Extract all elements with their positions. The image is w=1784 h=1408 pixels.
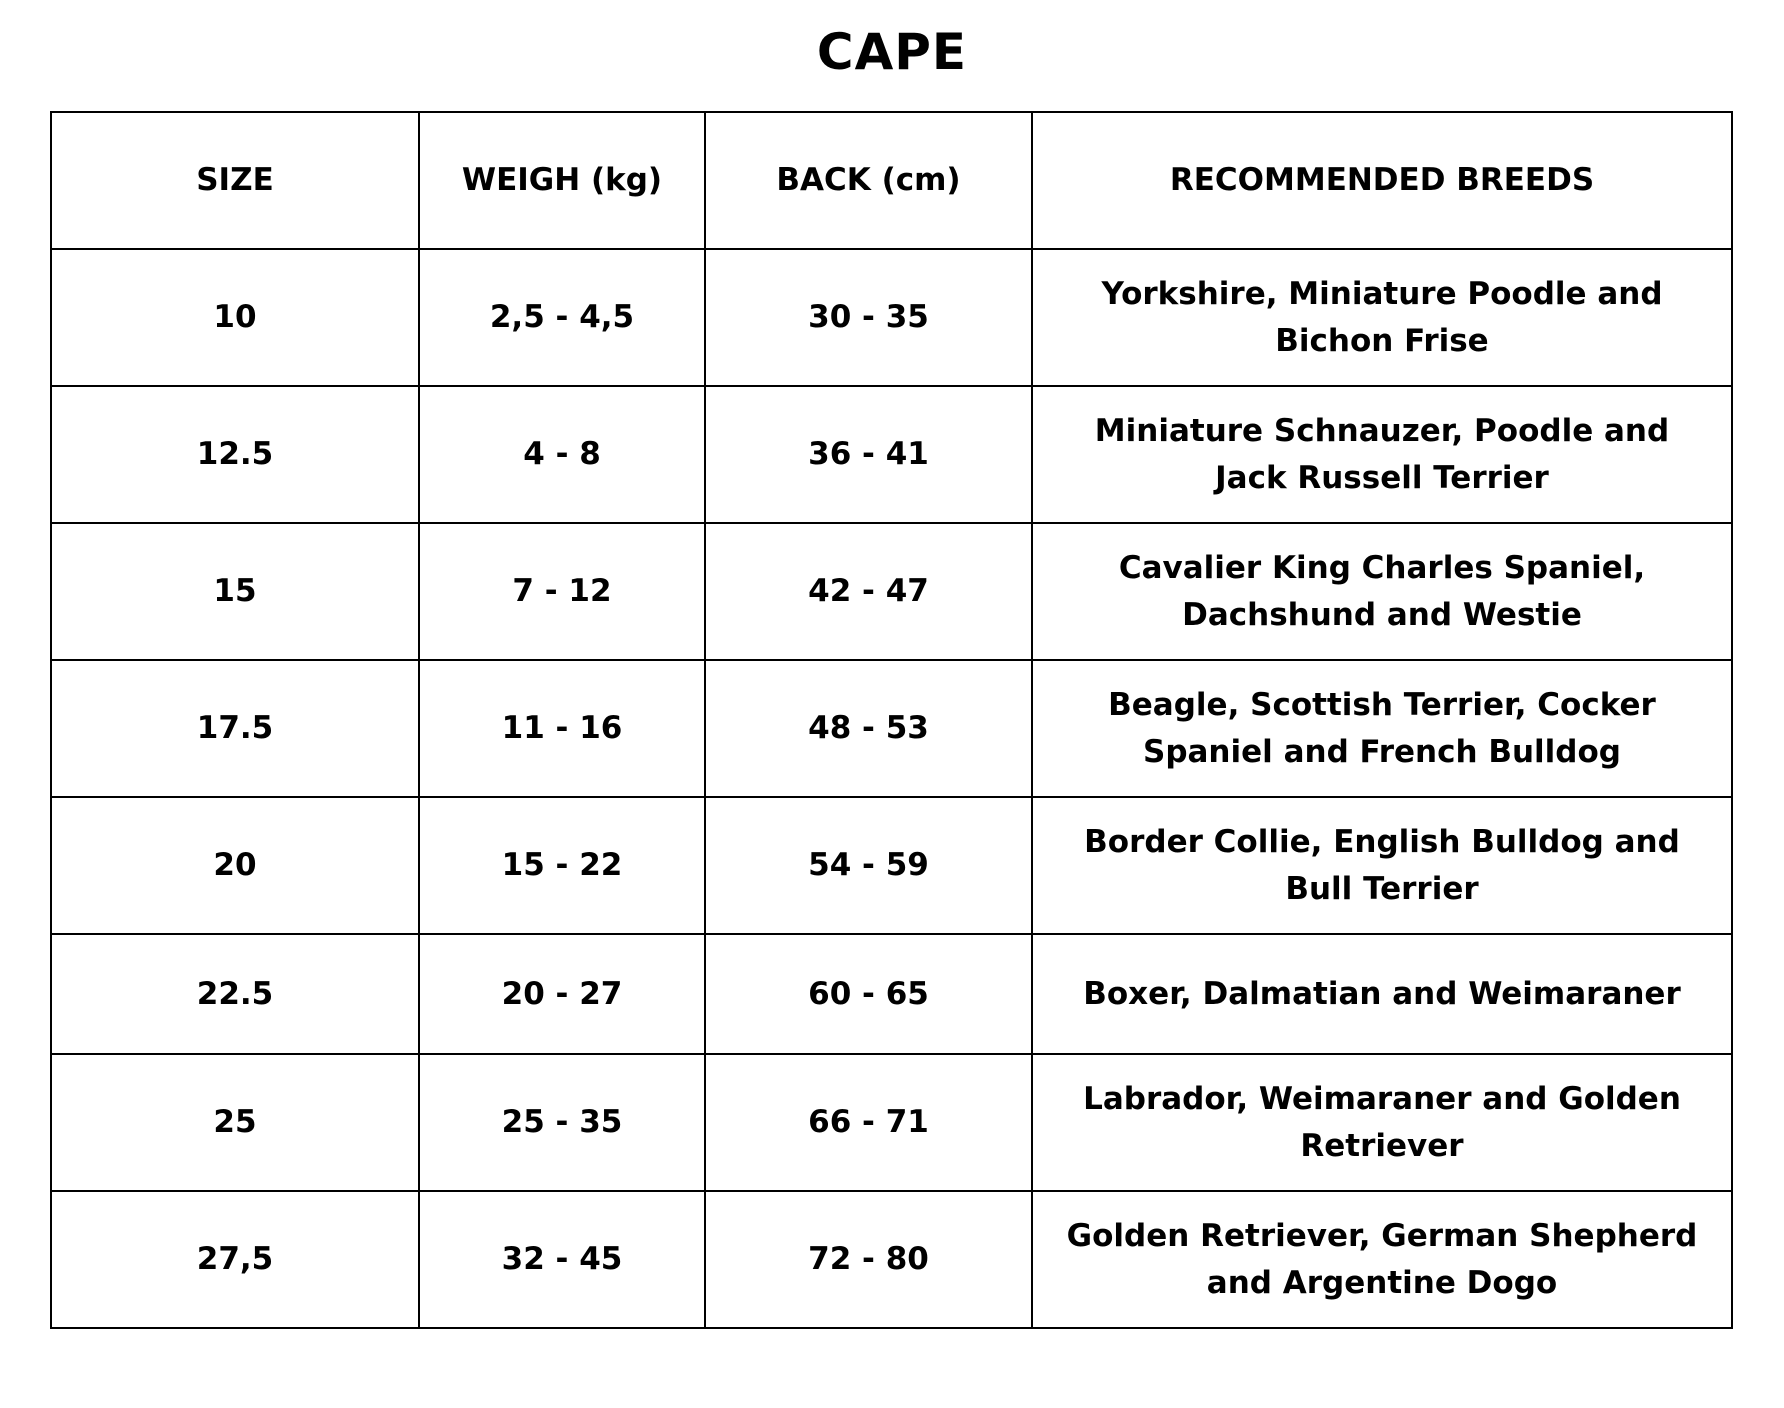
cell-back: 60 - 65 bbox=[705, 934, 1032, 1054]
cell-breeds: Border Collie, English Bulldog and Bull Terrier bbox=[1032, 797, 1732, 934]
table-row bbox=[51, 934, 1732, 1054]
cell-back: 42 - 47 bbox=[705, 523, 1032, 660]
cell-size: 10 bbox=[51, 249, 419, 386]
header-weight: WEIGH (kg) bbox=[419, 112, 705, 249]
cell-size: 27,5 bbox=[51, 1191, 419, 1328]
cell-breeds: Beagle, Scottish Terrier, Cocker Spaniel and French Bulldog bbox=[1032, 660, 1732, 797]
cell-weight: 4 - 8 bbox=[419, 386, 705, 523]
cell-weight: 15 - 22 bbox=[419, 797, 705, 934]
table-row bbox=[51, 523, 1732, 660]
cell-back: 30 - 35 bbox=[705, 249, 1032, 386]
table-row bbox=[51, 797, 1732, 934]
size-chart-table bbox=[50, 111, 1733, 1329]
header-size: SIZE bbox=[51, 112, 419, 249]
cell-weight: 32 - 45 bbox=[419, 1191, 705, 1328]
cell-weight: 7 - 12 bbox=[419, 523, 705, 660]
table-header-row bbox=[51, 112, 1732, 249]
header-back: BACK (cm) bbox=[705, 112, 1032, 249]
page-title: CAPE bbox=[816, 23, 968, 81]
cell-breeds: Boxer, Dalmatian and Weimaraner bbox=[1032, 934, 1732, 1054]
cell-size: 20 bbox=[51, 797, 419, 934]
cell-breeds: Golden Retriever, German Shepherd and Argentine Dogo bbox=[1032, 1191, 1732, 1328]
cell-size: 15 bbox=[51, 523, 419, 660]
cell-breeds: Labrador, Weimaraner and Golden Retriever bbox=[1032, 1054, 1732, 1191]
cell-breeds: Yorkshire, Miniature Poodle and Bichon Frise bbox=[1032, 249, 1732, 386]
cell-breeds: Cavalier King Charles Spaniel, Dachshund and Westie bbox=[1032, 523, 1732, 660]
cell-breeds: Miniature Schnauzer, Poodle and Jack Russell Terrier bbox=[1032, 386, 1732, 523]
cell-size: 12.5 bbox=[51, 386, 419, 523]
cell-size: 17.5 bbox=[51, 660, 419, 797]
cell-weight: 11 - 16 bbox=[419, 660, 705, 797]
cell-back: 72 - 80 bbox=[705, 1191, 1032, 1328]
table-row bbox=[51, 1191, 1732, 1328]
cell-size: 25 bbox=[51, 1054, 419, 1191]
cell-back: 66 - 71 bbox=[705, 1054, 1032, 1191]
cell-back: 48 - 53 bbox=[705, 660, 1032, 797]
cell-size: 22.5 bbox=[51, 934, 419, 1054]
cell-back: 54 - 59 bbox=[705, 797, 1032, 934]
cell-back: 36 - 41 bbox=[705, 386, 1032, 523]
cell-weight: 2,5 - 4,5 bbox=[419, 249, 705, 386]
cell-weight: 20 - 27 bbox=[419, 934, 705, 1054]
header-breeds: RECOMMENDED BREEDS bbox=[1032, 112, 1732, 249]
table-row bbox=[51, 249, 1732, 386]
table-row bbox=[51, 386, 1732, 523]
table-row bbox=[51, 660, 1732, 797]
table-row bbox=[51, 1054, 1732, 1191]
cell-weight: 25 - 35 bbox=[419, 1054, 705, 1191]
